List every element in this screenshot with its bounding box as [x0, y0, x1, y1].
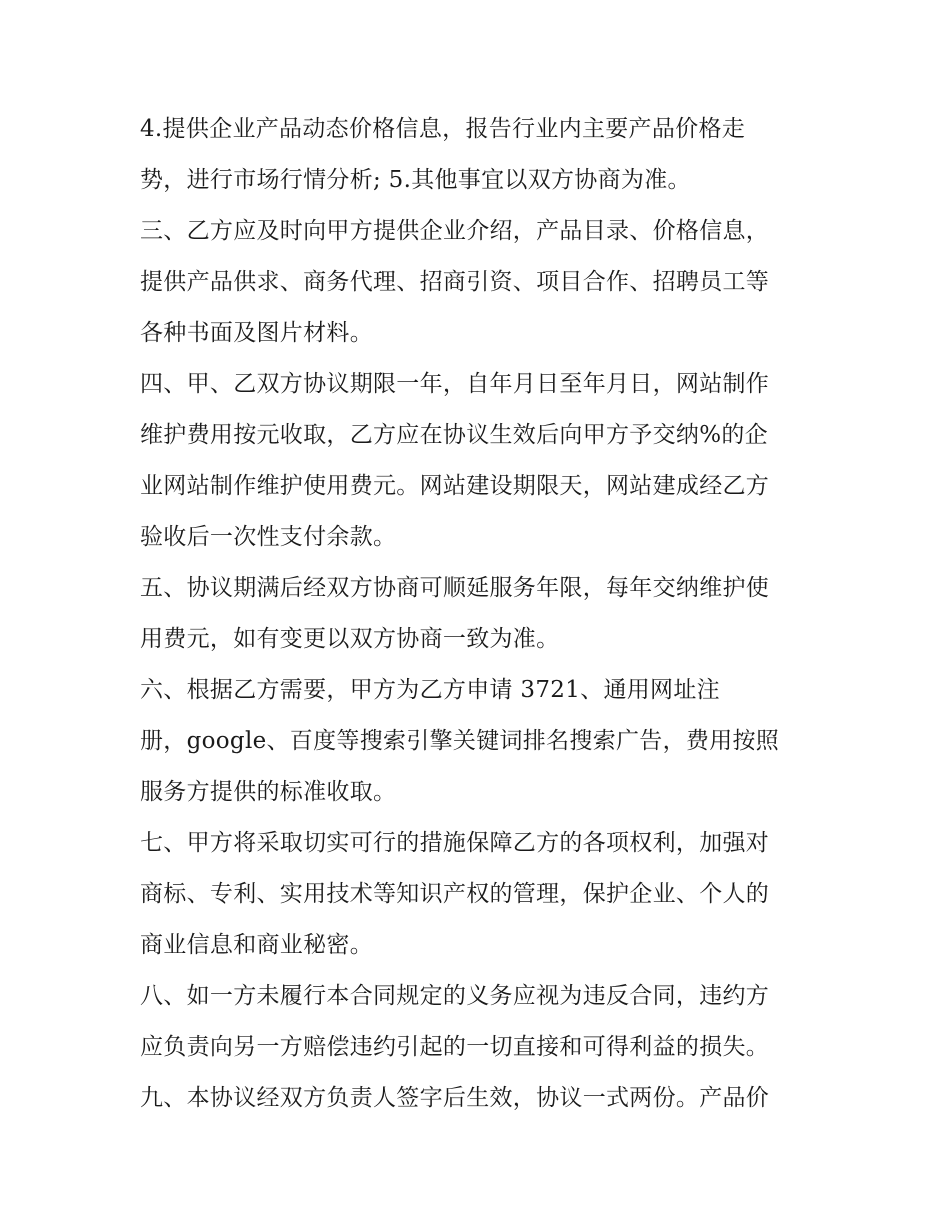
- text-line: 三、乙方应及时向甲方提供企业介绍，产品目录、价格信息，: [140, 218, 770, 244]
- text-line: 4.提供企业产品动态价格信息，报告行业内主要产品价格走: [140, 116, 746, 142]
- text-line: 维护费用按元收取，乙方应在协议生效后向甲方予交纳%的企: [140, 422, 768, 448]
- text-line: 服务方提供的标准收取。: [140, 779, 397, 805]
- text-line: 商标、专利、实用技术等知识产权的管理，保护企业、个人的: [140, 881, 770, 907]
- text-line: 提供产品供求、商务代理、招商引资、项目合作、招聘员工等: [140, 269, 770, 295]
- text-line: 六、根据乙方需要，甲方为乙方申请 3721、通用网址注: [140, 677, 720, 703]
- text-line: 各种书面及图片材料。: [140, 320, 373, 346]
- text-line: 五、协议期满后经双方协商可顺延服务年限，每年交纳维护使: [140, 575, 770, 601]
- text-line: 应负责向另一方赔偿违约引起的一切直接和可得利益的损失。: [140, 1034, 770, 1060]
- text-line: 八、如一方未履行本合同规定的义务应视为违反合同，违约方: [140, 983, 770, 1009]
- text-line: 册，google、百度等搜索引擎关键词排名搜索广告，费用按照: [140, 728, 780, 754]
- text-line: 七、甲方将采取切实可行的措施保障乙方的各项权利，加强对: [140, 830, 770, 856]
- text-line: 用费元，如有变更以双方协商一致为准。: [140, 626, 560, 652]
- text-line: 业网站制作维护使用费元。网站建设期限天，网站建成经乙方: [140, 473, 770, 499]
- text-line: 四、甲、乙双方协议期限一年，自年月日至年月日，网站制作: [140, 371, 770, 397]
- text-line: 势，进行市场行情分析; 5.其他事宜以双方协商为准。: [140, 167, 691, 193]
- text-line: 验收后一次性支付余款。: [140, 524, 397, 550]
- text-line: 商业信息和商业秘密。: [140, 932, 373, 958]
- text-line: 九、本协议经双方负责人签字后生效，协议一式两份。产品价: [140, 1085, 770, 1111]
